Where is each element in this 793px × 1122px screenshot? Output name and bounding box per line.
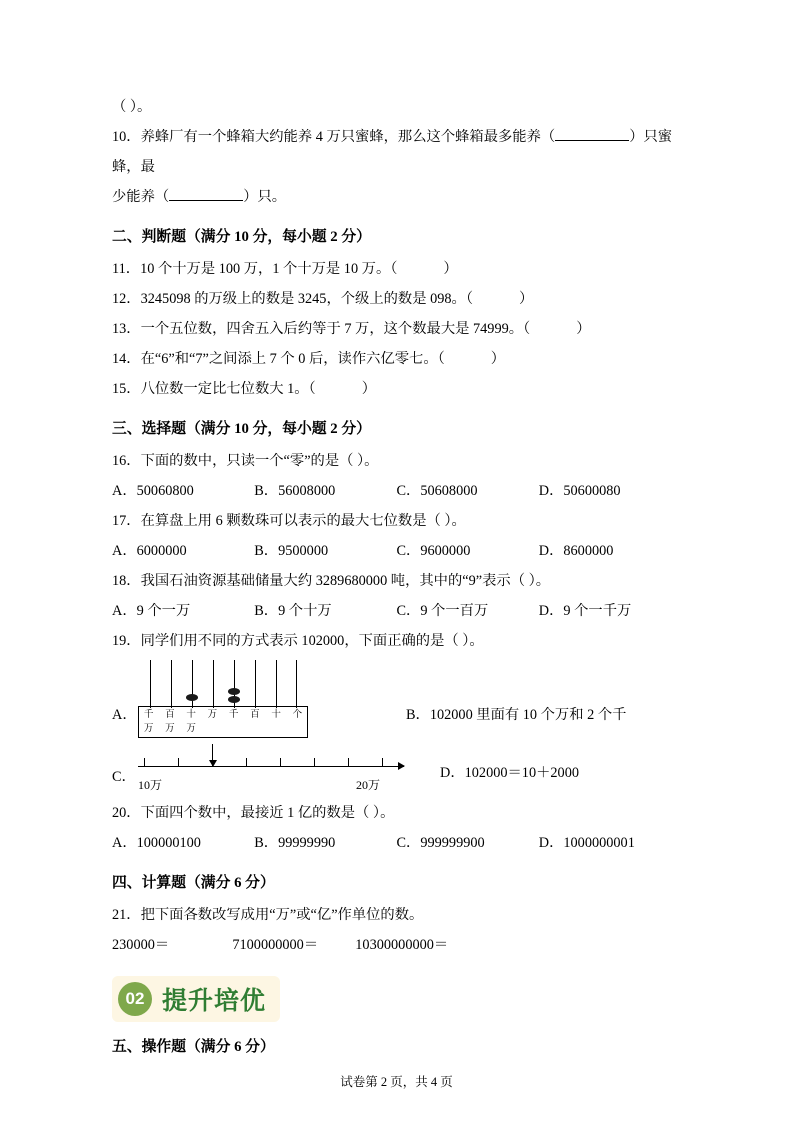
question-10 xyxy=(112,122,681,212)
question-11-number: 11． xyxy=(112,261,141,277)
question-18 xyxy=(112,566,681,596)
question-21-stem: 把下面各数改写成用“万”或“亿”作单位的数。 xyxy=(140,907,424,923)
badge-label: 提升培优 xyxy=(162,987,267,1015)
option-a[interactable]: A．6000000 xyxy=(112,543,187,559)
question-20 xyxy=(112,798,681,828)
abacus-col-label: 千 xyxy=(228,710,239,720)
option-b[interactable]: B．99999990 xyxy=(254,835,336,851)
abacus-bead xyxy=(186,694,198,701)
option-b[interactable]: B．56008000 xyxy=(254,483,336,499)
question-14-number: 14． xyxy=(112,351,141,367)
question-10-text-d: ）只。 xyxy=(243,189,287,205)
question-10-number: 10． xyxy=(112,129,141,145)
option-c[interactable]: C．9 个一百万 xyxy=(396,603,489,619)
question-12-text: 3245098 的万级上的数是 3245，个级上的数是 098。（ xyxy=(140,291,473,307)
section-title-3: 三、选择题（满分 10 分，每小题 2 分） xyxy=(112,421,371,437)
question-20-number: 20． xyxy=(112,805,141,821)
question-15-tail: ） xyxy=(361,381,377,397)
option-c-label[interactable]: C． xyxy=(112,769,136,785)
question-15-text: 八位数一定比七位数大 1。（ xyxy=(140,381,316,397)
question-19-option-a-row xyxy=(112,660,681,738)
option-a-label[interactable]: A． xyxy=(112,707,137,723)
question-12-tail: ） xyxy=(519,291,534,307)
question-17-number: 17． xyxy=(112,513,141,529)
abacus-col-label: 万 xyxy=(207,710,218,720)
abacus-figure xyxy=(138,660,310,738)
abacus-column-labels xyxy=(138,706,308,738)
number-line-label-left: 10万 xyxy=(138,778,163,792)
option-b[interactable]: B．9 个十万 xyxy=(254,603,332,619)
question-19-number: 19． xyxy=(112,633,141,649)
abacus-col-label: 百 万 xyxy=(165,710,175,734)
question-17-options xyxy=(112,536,681,566)
question-18-options xyxy=(112,596,681,626)
carryover-blank-line: （ ）。 xyxy=(112,99,152,115)
question-16-number: 16． xyxy=(112,453,141,469)
answer-blank[interactable] xyxy=(169,200,243,201)
question-21-number: 21． xyxy=(112,907,141,923)
question-12 xyxy=(112,284,681,314)
abacus-col-label: 个 xyxy=(292,710,303,720)
question-21-expressions xyxy=(112,930,681,960)
question-10-text-a: 养蜂厂有一个蜂箱大约能养 4 万只蜜蜂，那么这个蜂箱最多能养（ xyxy=(140,129,556,145)
number-line-arrow xyxy=(212,744,213,764)
abacus-col-label: 十 万 xyxy=(186,710,196,734)
option-c[interactable]: C．9600000 xyxy=(396,543,471,559)
question-13-tail: ） xyxy=(576,321,591,337)
option-a[interactable]: A．9 个一万 xyxy=(112,603,191,619)
question-18-stem: 我国石油资源基础储量大约 3289680000 吨，其中的“9”表示（ ）。 xyxy=(140,573,551,589)
section-title-4: 四、计算题（满分 6 分） xyxy=(112,875,275,891)
question-14-text: 在“6”和“7”之间添上 7 个 0 后，读作六亿零七。（ xyxy=(140,351,445,367)
abacus-bead xyxy=(228,696,240,703)
option-b[interactable]: B．9500000 xyxy=(254,543,329,559)
question-14 xyxy=(112,344,681,374)
option-d[interactable]: D．102000＝10＋2000 xyxy=(440,765,579,781)
question-20-options xyxy=(112,828,681,858)
question-19 xyxy=(112,626,681,656)
option-d[interactable]: D．50600080 xyxy=(538,483,621,499)
page-footer: 试卷第 2 页，共 4 页 xyxy=(340,1075,453,1089)
question-10-text-b: ）只蜜蜂，最 xyxy=(112,129,673,175)
question-11-tail: ） xyxy=(443,261,458,277)
question-13-number: 13． xyxy=(112,321,141,337)
question-11 xyxy=(112,254,681,284)
option-a[interactable]: A．100000100 xyxy=(112,835,201,851)
badge-number: 02 xyxy=(118,982,152,1016)
expression-1: 230000＝ xyxy=(112,937,170,953)
question-17-stem: 在算盘上用 6 颗数珠可以表示的最大七位数是（ ）。 xyxy=(140,513,466,529)
expression-3: 10300000000＝ xyxy=(355,937,449,953)
question-17 xyxy=(112,506,681,536)
option-d[interactable]: D．9 个一千万 xyxy=(538,603,632,619)
question-21 xyxy=(112,900,681,930)
option-d[interactable]: D．1000000001 xyxy=(538,835,635,851)
option-c[interactable]: C．999999900 xyxy=(396,835,485,851)
question-13 xyxy=(112,314,681,344)
option-c[interactable]: C．50608000 xyxy=(396,483,478,499)
section-badge xyxy=(112,976,280,1022)
question-14-tail: ） xyxy=(490,351,506,367)
question-19-stem: 同学们用不同的方式表示 102000，下面正确的是（ ）。 xyxy=(140,633,484,649)
abacus-col-label: 千 万 xyxy=(143,710,154,734)
question-15 xyxy=(112,374,681,404)
abacus-rods xyxy=(138,660,310,708)
number-line-figure xyxy=(138,744,404,790)
question-18-number: 18． xyxy=(112,573,141,589)
question-15-number: 15． xyxy=(112,381,141,397)
question-16-options xyxy=(112,476,681,506)
question-19-option-c-row xyxy=(112,744,681,792)
question-11-text: 10 个十万是 100 万，1 个十万是 10 万。（ xyxy=(140,261,398,277)
abacus-col-label: 百 xyxy=(250,710,260,720)
section-title-2: 二、判断题（满分 10 分，每小题 2 分） xyxy=(112,229,371,245)
option-b[interactable]: B．102000 里面有 10 个万和 2 个千 xyxy=(406,707,627,723)
abacus-bead xyxy=(228,688,240,695)
answer-blank[interactable] xyxy=(555,140,629,141)
option-a[interactable]: A．50060800 xyxy=(112,483,194,499)
expression-2: 7100000000＝ xyxy=(232,937,319,953)
question-12-number: 12． xyxy=(112,291,141,307)
question-16-stem: 下面的数中，只读一个“零”的是（ ）。 xyxy=(140,453,379,469)
question-20-stem: 下面四个数中，最接近 1 亿的数是（ ）。 xyxy=(140,805,395,821)
abacus-col-label: 十 xyxy=(271,710,281,720)
question-13-text: 一个五位数，四舍五入后约等于 7 万，这个数最大是 74999。（ xyxy=(140,321,531,337)
option-d[interactable]: D．8600000 xyxy=(538,543,614,559)
question-16 xyxy=(112,446,681,476)
number-line-label-right: 20万 xyxy=(356,778,381,792)
question-10-text-c: 少能养（ xyxy=(112,189,170,205)
section-title-5: 五、操作题（满分 6 分） xyxy=(112,1039,275,1055)
